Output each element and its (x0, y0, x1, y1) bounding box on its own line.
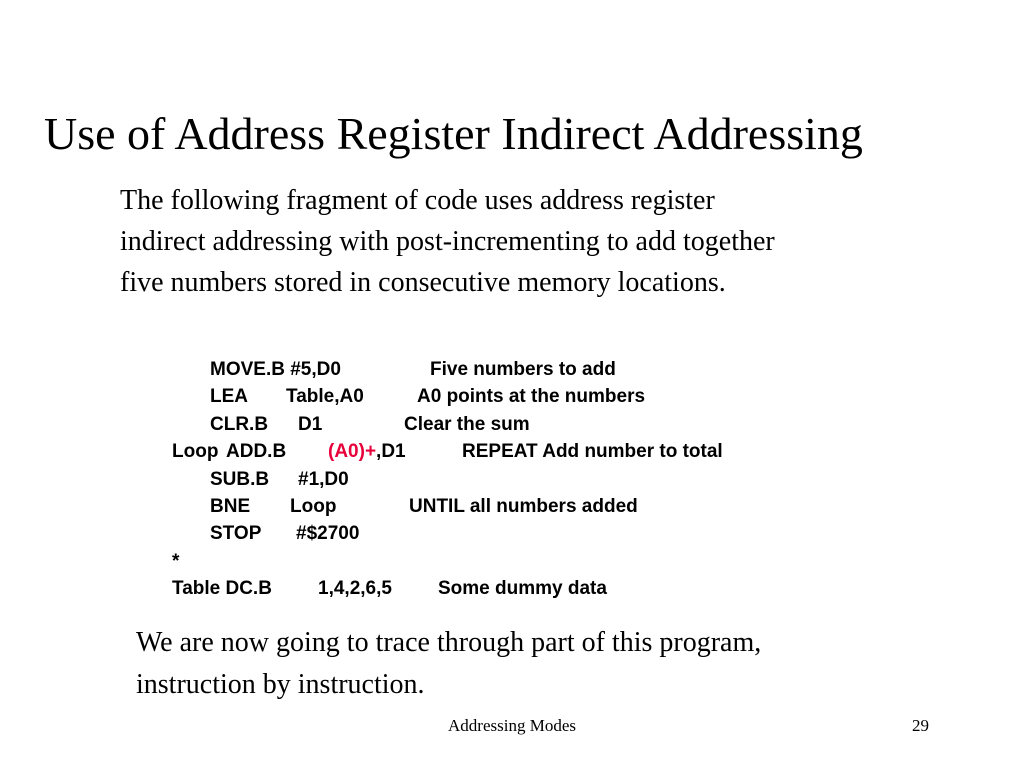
code-op: BNE (210, 495, 251, 517)
code-operand: D1 (298, 413, 323, 435)
intro-line: five numbers stored in consecutive memory locations. (120, 267, 726, 298)
code-op: SUB.B (210, 468, 270, 490)
intro-line: The following fragment of code uses address register (120, 185, 715, 216)
code-comment: Clear the sum (404, 413, 530, 435)
code-comment-marker: * (172, 550, 180, 572)
highlighted-operand: (A0)+ (328, 441, 377, 463)
code-op: ADD.B (226, 441, 287, 463)
code-comment: Some dummy data (438, 578, 607, 600)
code-operand: Table,A0 (286, 386, 364, 408)
code-comment: REPEAT Add number to total (462, 441, 723, 463)
code-operand-rest: ,D1 (376, 441, 406, 463)
slide-title: Use of Address Register Indirect Addressing (44, 108, 863, 159)
code-label: Table DC.B (172, 578, 272, 600)
code-op: LEA (210, 386, 248, 408)
code-op: CLR.B (210, 413, 269, 435)
code-comment: A0 points at the numbers (417, 386, 646, 408)
code-label: Loop (172, 441, 219, 463)
outro-line: We are now going to trace through part of this program, (136, 627, 762, 658)
code-op: MOVE.B #5,D0 (210, 359, 341, 380)
intro-line: indirect addressing with post-incrementing to add together (120, 226, 775, 257)
code-operand: #$2700 (296, 523, 360, 545)
code-op: STOP (210, 523, 262, 545)
page-number: 29 (912, 716, 929, 735)
code-operand: 1,4,2,6,5 (318, 578, 392, 600)
code-operand: #1,D0 (298, 468, 349, 490)
outro-paragraph (136, 622, 956, 706)
code-comment: UNTIL all numbers added (409, 495, 638, 517)
code-operand: Loop (290, 495, 337, 517)
outro-line: instruction by instruction. (136, 669, 425, 700)
intro-paragraph (120, 180, 940, 303)
code-comment: Five numbers to add (430, 359, 616, 380)
footer-title: Addressing Modes (448, 716, 576, 735)
code-operand (328, 438, 406, 465)
